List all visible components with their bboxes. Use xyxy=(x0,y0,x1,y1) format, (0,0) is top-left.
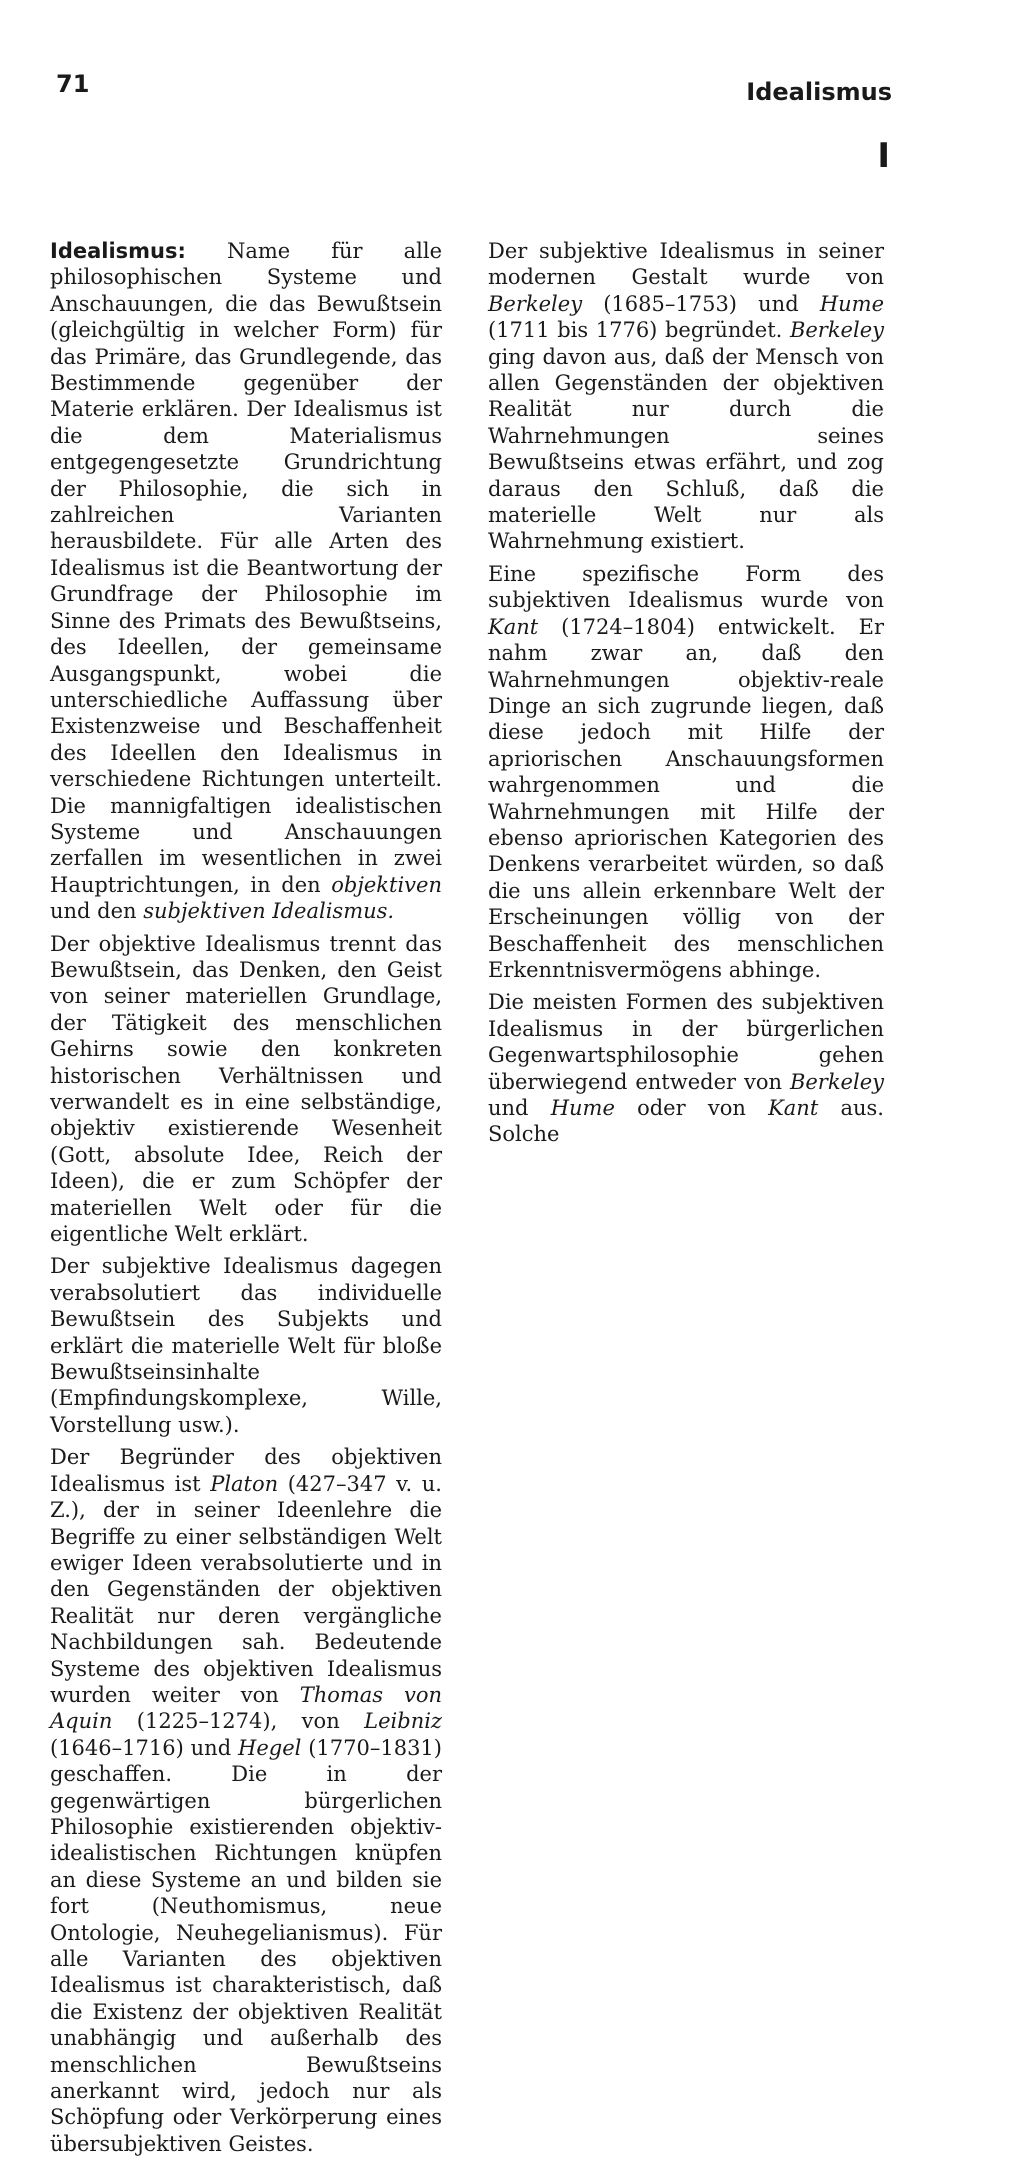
left-column xyxy=(50,238,442,2163)
text-span: und xyxy=(488,1096,551,1120)
text-span: Der Begründer des objektiven Idealismus ist xyxy=(50,1445,442,1496)
italic-name: Thomas von Aquin xyxy=(50,1682,442,1734)
italic-term: objektiven xyxy=(331,872,442,897)
text-span: (1711 bis 1776) begründet. xyxy=(488,318,790,343)
italic-name: Platon xyxy=(210,1471,279,1496)
italic-name: Kant xyxy=(768,1096,819,1120)
italic-name: Berkeley xyxy=(488,291,583,316)
italic-name: Hegel xyxy=(238,1735,302,1760)
text-span: (1646–1716) und xyxy=(50,1735,239,1760)
right-column xyxy=(488,238,884,1154)
text-span: (427–347 v. u. Z.), der in seiner Ideenlehre die Begriffe zu einer selbständigen Welt ewiger Ideen verabsolutierte und in den Gegenständen der objektiven Realität nur deren vergängliche Nachbildungen sah. Bedeutende Systeme des objektiven Idealismus wurden weiter von xyxy=(50,1471,442,1707)
italic-name: Leibniz xyxy=(364,1709,442,1734)
entry-paragraph-2: Der objektive Idealismus trennt das Bewußtsein, das Denken, den Geist von seiner materiellen Grundlage, der Tätigkeit des menschlichen Gehirns sowie den konkreten historischen Verhältnissen und verwandelt es in eine selbständige, objektiv existierende Wesenheit (Gott, absolute Idee, Reich der Ideen), die er zum Schöpfer der materiellen Welt oder für die eigentliche Welt erklärt. xyxy=(50,931,442,1247)
text-span: oder von xyxy=(614,1096,769,1120)
running-head: Idealismus xyxy=(746,78,892,106)
text-span: (1225–1274), von xyxy=(112,1709,365,1734)
italic-name: Hume xyxy=(819,291,884,316)
text-span: Die meisten Formen des subjektiven Idealismus in der bürgerlichen Gegenwartsphilosophie gehen überwiegend entweder von xyxy=(488,990,884,1094)
italic-name: Berkeley xyxy=(789,1069,884,1094)
text-span: Name für alle philosophischen Systeme und Anschauungen, die das Bewußtsein (gleichgültig in welcher Form) für das Primäre, das Grundlegende, das Bestimmende gegenüber der Materie erklären. Der Idealismus ist die dem Materialismus entgegengesetzte Grundrichtung der Philosophie, die sich in zahlreichen Varianten herausbildete. Für alle Arten des Idealismus ist die Beantwortung der Grundfrage der Philosophie im Sinne des Primats des Bewußtseins, des Ideellen, der gemeinsame Ausgangspunkt, wobei die unterschiedliche Auffassung über Existenzweise und Beschaffenheit des Ideellen den Idealismus in verschiedene Richtungen unterteilt. Die mannigfaltigen idealistischen Systeme und Anschauungen zerfallen im wesentlichen in zwei Hauptrichtungen, in den xyxy=(50,239,442,897)
entry-headword: Idealismus: xyxy=(50,239,186,263)
entry-paragraph-4-start xyxy=(50,1444,442,2157)
entry-paragraph-3: Der subjektive Idealismus dagegen verabsolutiert das individuelle Bewußtsein des Subjekts und erklärt die materielle Welt für bloße Bewußtseinsinhalte (Empfindungskomplexe, Wille, Vorstellung usw.). xyxy=(50,1254,442,1437)
page-number: 71 xyxy=(56,70,90,98)
text-span: (1770–1831) geschaffen. Die in der gegenwärtigen bürgerlichen Philosophie existierenden objektiv-idealistischen Richtungen knüpfen an diese Systeme an und bilden sie fort (Neuthomismus, neue Ontologie, Neuhegelianismus). Für alle Varianten des objektiven Idealismus ist charakteristisch, daß die Existenz der objektiven Realität unabhängig und außerhalb des menschlichen Bewußtseins anerkannt wird, jedoch nur als Schöpfung oder Verkörperung eines übersubjektiven Geistes. xyxy=(50,1735,442,2156)
section-letter: I xyxy=(877,136,890,176)
text-span: (1724–1804) entwickelt. Er nahm zwar an, daß den Wahrnehmungen objektiv-reale Dinge an sich zugrunde liegen, daß diese jedoch mit Hilfe der apriorischen Anschauungsformen wahrgenommen und die Wahrnehmungen mit Hilfe der ebenso apriorischen Kategorien des Denkens verarbeitet würden, so daß die uns allein erkennbare Welt der Erscheinungen völlig von der Beschaffenheit des menschlichen Erkenntnisvermögens abhinge. xyxy=(488,614,884,982)
text-span: und den xyxy=(50,899,144,924)
entry-paragraph-1 xyxy=(50,238,442,925)
text-span: ging davon aus, daß der Mensch von allen Gegenständen der objektiven Realität nur durch die Wahrnehmungen seines Bewußtseins etwas erfährt, und zog daraus den Schluß, daß die materielle Welt nur als Wahrnehmung existiert. xyxy=(488,344,884,554)
italic-name: Berkeley xyxy=(789,318,884,343)
text-span: Der subjektive Idealismus in seiner modernen Gestalt wurde von xyxy=(488,239,884,290)
italic-term: subjektiven Idealismus. xyxy=(143,899,395,924)
text-span: (1685–1753) und xyxy=(582,291,820,316)
italic-name: Hume xyxy=(550,1096,615,1120)
entry-paragraph-6 xyxy=(488,561,884,984)
italic-name: Kant xyxy=(488,614,539,639)
entry-paragraph-7 xyxy=(488,989,884,1147)
entry-paragraph-5 xyxy=(488,238,884,555)
text-span: Eine spezifische Form des subjektiven Idealismus wurde von xyxy=(488,561,884,613)
text-span: aus. Solche xyxy=(488,1096,884,1147)
